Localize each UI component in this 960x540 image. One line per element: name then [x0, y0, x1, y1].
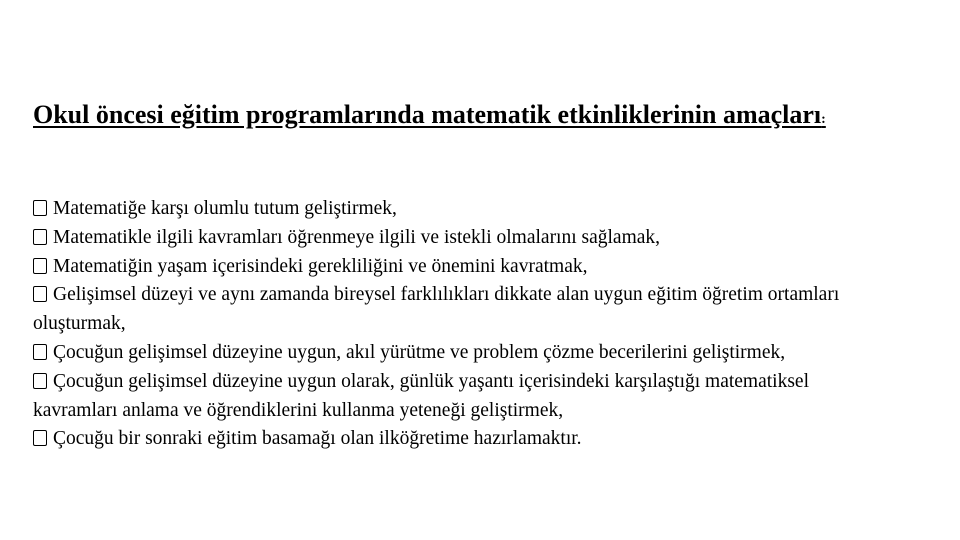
slide-title-colon: : — [821, 112, 826, 127]
missing-glyph-box-icon — [33, 430, 47, 446]
bullet-item — [33, 195, 893, 224]
bullet-item — [33, 368, 893, 426]
missing-glyph-box-icon — [33, 200, 47, 216]
slide-title — [33, 95, 923, 140]
missing-glyph-box-icon — [33, 344, 47, 360]
missing-glyph-box-icon — [33, 286, 47, 302]
slide-title-text: Okul öncesi eğitim programlarında matematik etkinliklerinin amaçları — [33, 100, 822, 129]
bullet-text: Çocuğu bir sonraki eğitim basamağı olan ilköğretime hazırlamaktır. — [53, 428, 582, 450]
bullet-item — [33, 253, 893, 282]
bullet-text: Matematiğin yaşam içerisindeki gerekliliğini ve önemini kavratmak, — [53, 255, 588, 277]
missing-glyph-box-icon — [33, 229, 47, 245]
bullet-text: Çocuğun gelişimsel düzeyine uygun olarak, günlük yaşantı içerisindeki karşılaştığı matematiksel kavramları anlama ve öğrendiklerini kullanma yeteneği geliştirmek, — [33, 370, 809, 421]
missing-glyph-box-icon — [33, 258, 47, 274]
bullet-text: Çocuğun gelişimsel düzeyine uygun, akıl yürütme ve problem çözme becerilerini geliştirmek, — [53, 341, 786, 363]
bullet-item — [33, 224, 893, 253]
bullet-item — [33, 425, 893, 454]
missing-glyph-box-icon — [33, 373, 47, 389]
bullet-text: Matematikle ilgili kavramları öğrenmeye ilgili ve istekli olmalarını sağlamak, — [53, 226, 661, 248]
bullet-item — [33, 281, 893, 339]
bullet-list — [33, 195, 893, 454]
bullet-text: Matematiğe karşı olumlu tutum geliştirmek, — [53, 198, 397, 219]
bullet-item — [33, 339, 893, 368]
bullet-text: Gelişimsel düzeyi ve aynı zamanda bireysel farklılıkları dikkate alan uygun eğitim öğretim ortamları oluşturmak, — [33, 284, 840, 335]
